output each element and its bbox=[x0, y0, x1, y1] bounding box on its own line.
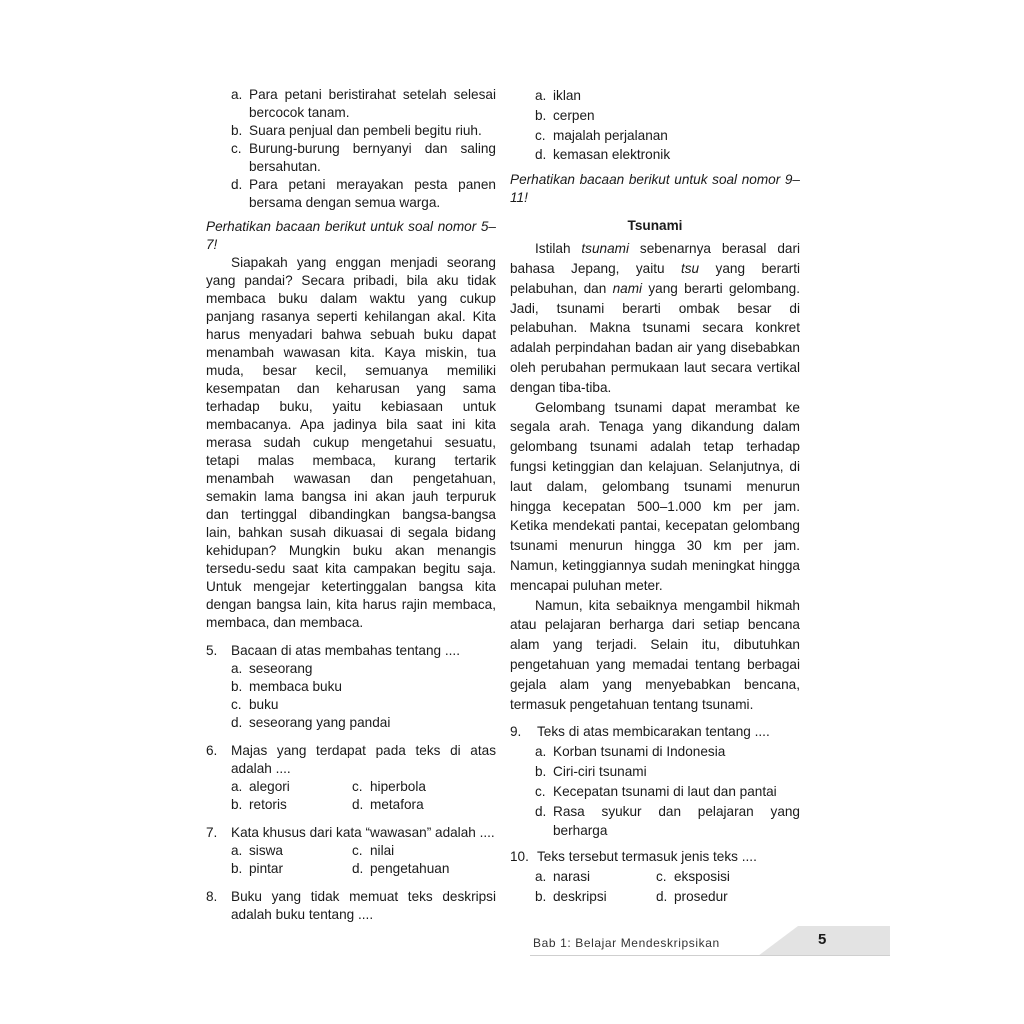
question-10: 10. Teks tersebut termasuk jenis teks .... a. narasi c. eksposisi b. deskripsi d. prosedur bbox=[510, 847, 800, 906]
question-5: 5. Bacaan di atas membahas tentang .... a. seseorang b. membaca buku c. buku d. seseorang yang pandai bbox=[206, 642, 496, 732]
option: d. metafora bbox=[352, 797, 424, 812]
question-8: 8. Buku yang tidak memuat teks deskripsi adalah buku tentang .... bbox=[206, 889, 496, 922]
option: a. Korban tsunami di Indonesia bbox=[535, 744, 726, 760]
option-grid bbox=[206, 778, 496, 814]
right-column bbox=[510, 86, 800, 906]
option: d. kemasan elektronik bbox=[535, 147, 671, 163]
prev-question-options bbox=[206, 86, 496, 212]
option: a. Para petani beristirahat setelah selesai bercocok tanam. bbox=[231, 87, 496, 120]
instruction: Perhatikan bacaan berikut untuk soal nomor 9–11! bbox=[510, 172, 800, 206]
chapter-footer: Bab 1: Belajar Mendeskripsikan bbox=[533, 936, 720, 950]
question-9: 9. Teks di atas membicarakan tentang .... a. Korban tsunami di Indonesia b. Ciri-ciri tsunami c. Kecepatan tsunami di laut dan pantai d. Rasa syukur dan pelajaran yang berharga bbox=[510, 722, 800, 841]
reading-passage: Siapakah yang enggan menjadi seorang yang pandai? Secara pribadi, bila aku tidak membaca buku dalam waktu yang cukup panjang rasanya seperti kehilangan akal. Kita harus menyadari bahwa sebuah buku dapat menambah wawasan kita. Kaya miskin, tua muda, besar kecil, semuanya memiliki kesempatan dan keharusan yang sama terhadap buku, yaitu kebiasaan untuk membacanya. Apa jadinya bila saat ini kita merasa sudah cukup mengetahui sesuatu, tetapi malas membaca, kurang tertarik menambah wawasan dan pengetahuan, semakin lama bangsa ini akan jauh terpuruk dan tertinggal dibandingkan bangsa-bangsa lain, bahkan susah dikuasai di segala bidang kehidupan? Mungkin buku akan menangis tersedu-sedu saat kita campakan begitu saja. Untuk mengejar ketertinggalan bangsa kita dengan bangsa lain, kita harus rajin membaca, membaca, dan membaca. bbox=[206, 255, 496, 630]
footer-divider bbox=[530, 955, 890, 956]
question-6: 6. Majas yang terdapat pada teks di atas adalah .... a. alegori c. hiperbola b. retoris d. metafora bbox=[206, 743, 496, 812]
option: d. Rasa syukur dan pelajaran yang berharga bbox=[535, 803, 800, 839]
passage-title: Tsunami bbox=[627, 218, 683, 234]
option: a. siswa bbox=[231, 843, 283, 858]
option: c. majalah perjalanan bbox=[535, 127, 668, 143]
option: c. nilai bbox=[352, 843, 395, 858]
option: b. membaca buku bbox=[231, 679, 342, 694]
option: b. retoris bbox=[231, 797, 287, 812]
option: d. Para petani merayakan pesta panen bersama dengan semua warga. bbox=[231, 177, 496, 210]
option: c. hiperbola bbox=[352, 779, 426, 794]
left-column bbox=[206, 86, 496, 924]
option: d. seseorang yang pandai bbox=[231, 715, 391, 730]
option: b. Ciri-ciri tsunami bbox=[535, 763, 647, 779]
option: c. Kecepatan tsunami di laut dan pantai bbox=[535, 783, 777, 799]
option-grid bbox=[510, 867, 800, 907]
instruction: Perhatikan bacaan berikut untuk soal nomor 5–7! bbox=[206, 219, 496, 252]
option: c. Burung-burung bernyanyi dan saling bersahutan. bbox=[231, 141, 496, 174]
question-8-options bbox=[510, 86, 800, 165]
option: b. cerpen bbox=[535, 107, 595, 123]
option-grid bbox=[206, 842, 496, 878]
paragraph: Istilah tsunami sebenarnya berasal dari bahasa Jepang, yaitu tsu yang berarti pelabuhan, dan nami yang berarti gelombang. Jadi, tsunami berarti ombak besar di pelabuhan. Makna tsunami secara konkret adalah perpindahan badan air yang disebabkan oleh perubahan permukaan laut secara vertikal dengan tiba-tiba. bbox=[510, 241, 801, 395]
paragraph: Namun, kita sebaiknya mengambil hikmah atau pelajaran berharga dari setiap bencana alam yang terjadi. Selain itu, dibutuhkan pengetahuan yang memadai tentang berbagai gejala alam yang menyebabkan bencana, termasuk pengetahuan tentang tsunami. bbox=[510, 597, 800, 712]
option: a. iklan bbox=[535, 88, 581, 103]
question-7: 7. Kata khusus dari kata “wawasan” adalah .... a. siswa c. nilai b. pintar d. pengetahuan bbox=[206, 825, 495, 876]
option: a. seseorang bbox=[231, 661, 313, 676]
option: a. alegori bbox=[231, 779, 290, 794]
option: d. pengetahuan bbox=[352, 861, 450, 876]
paragraph: Gelombang tsunami dapat merambat ke segala arah. Tenaga yang dikandung dalam gelombang tsunami adalah tetap terhadap fungsi ketinggian dan kelajuan. Selanjutnya, di laut dalam, gelombang tsunami menurun hingga kecepatan 500–1.000 km per jam. Ketika mendekati pantai, kecepatan gelombang tsunami menurun hingga 30 km per jam. Namun, ketinggiannya sudah meningkat hingga mencapai puluhan meter. bbox=[510, 399, 800, 593]
option: d. prosedur bbox=[656, 888, 728, 904]
option: b. pintar bbox=[231, 861, 284, 876]
option: a. narasi bbox=[535, 868, 591, 884]
option: c. eksposisi bbox=[656, 868, 730, 884]
option: b. deskripsi bbox=[535, 888, 607, 904]
option: b. Suara penjual dan pembeli begitu riuh. bbox=[231, 123, 482, 138]
page-number: 5 bbox=[818, 931, 827, 948]
option: c. buku bbox=[231, 697, 279, 712]
tsunami-passage bbox=[510, 239, 800, 714]
